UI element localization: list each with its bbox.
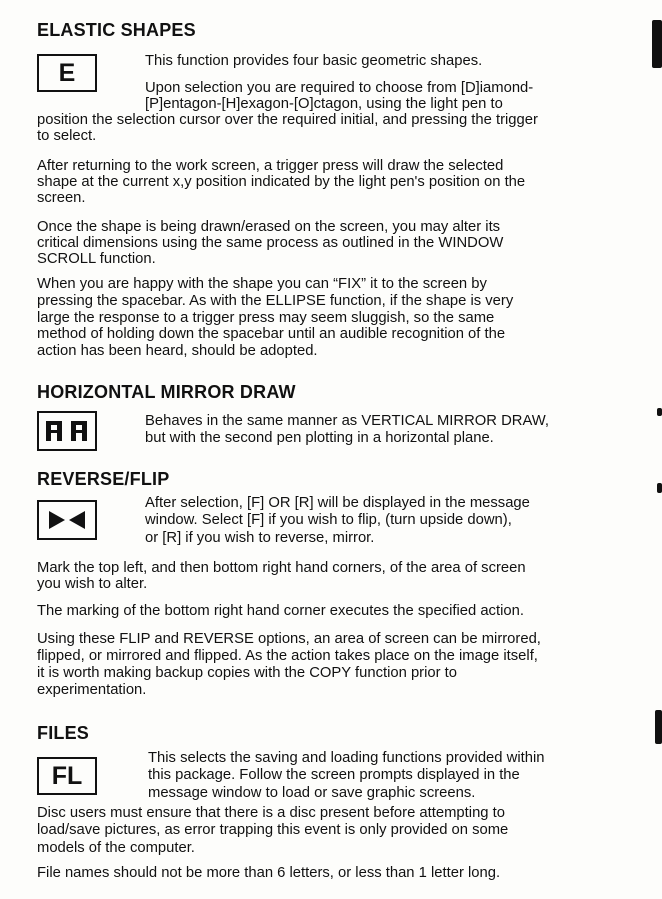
- horizontal-mirror-line-1: Behaves in the same manner as VERTICAL MIRROR DRAW,: [145, 413, 550, 429]
- elastic-line-10: pressing the spacebar. As with the ELLIPSE function, if the shape is very: [37, 293, 514, 309]
- reverse-flip-line-6: it is worth making backup copies with the COPY function prior to: [37, 665, 457, 681]
- elastic-line-9: When you are happy with the shape you can “FIX” it to the screen by: [37, 276, 487, 292]
- reverse-flip-icon: [37, 500, 97, 540]
- heading-horizontal-mirror-draw: HORIZONTAL MIRROR DRAW: [37, 382, 296, 402]
- scan-edge-mark: [657, 408, 662, 416]
- elastic-line-5: screen.: [37, 190, 86, 206]
- reverse-flip-line-2: you wish to alter.: [37, 576, 148, 592]
- files-icon-letters: FL: [51, 761, 83, 790]
- reverse-flip-line-1: Mark the top left, and then bottom right hand corners, of the area of screen: [37, 560, 526, 576]
- reverse-flip-line-4: Using these FLIP and REVERSE options, an area of screen can be mirrored,: [37, 631, 541, 647]
- reverse-flip-intro-line-1: After selection, [F] OR [R] will be displayed in the message: [145, 495, 530, 511]
- elastic-shapes-icon-letter: E: [58, 58, 76, 87]
- reverse-flip-intro-line-2: window. Select [F] if you wish to flip, (turn upside down),: [145, 512, 512, 528]
- elastic-line-6: Once the shape is being drawn/erased on the screen, you may alter its: [37, 219, 501, 235]
- scan-edge-mark: [657, 483, 662, 493]
- reverse-flip-line-5: flipped, or mirrored and flipped. As the action takes place on the image itself,: [37, 648, 538, 664]
- scan-edge-mark: [652, 20, 662, 68]
- heading-reverse-flip: REVERSE/FLIP: [37, 469, 170, 489]
- scan-edge-mark: [655, 710, 662, 744]
- elastic-line-7: critical dimensions using the same process as outlined in the WINDOW: [37, 235, 504, 251]
- reverse-flip-glyph: [46, 509, 88, 531]
- elastic-line-2: to select.: [37, 128, 97, 144]
- reverse-flip-intro-line-3: or [R] if you wish to reverse, mirror.: [145, 530, 375, 546]
- heading-elastic-shapes: ELASTIC SHAPES: [37, 20, 196, 40]
- elastic-line-4: shape at the current x,y position indicated by the light pen's position on the: [37, 174, 526, 190]
- elastic-line-12: method of holding down the spacebar until an audible recognition of the: [37, 326, 506, 342]
- elastic-intro-line-2: Upon selection you are required to choose from [D]iamond-: [145, 80, 534, 96]
- elastic-intro-line-1: This function provides four basic geometric shapes.: [145, 53, 483, 69]
- files-line-3: models of the computer.: [37, 840, 195, 856]
- elastic-line-8: SCROLL function.: [37, 251, 156, 267]
- horizontal-mirror-line-2: but with the second pen plotting in a horizontal plane.: [145, 430, 494, 446]
- files-intro-line-1: This selects the saving and loading functions provided within: [148, 750, 545, 766]
- files-line-2: load/save pictures, as error trapping this event is only provided on some: [37, 822, 509, 838]
- files-icon: [37, 757, 97, 795]
- horizontal-mirror-icon: [37, 411, 97, 451]
- heading-files: FILES: [37, 723, 90, 743]
- reverse-flip-line-3: The marking of the bottom right hand corner executes the specified action.: [37, 603, 524, 619]
- elastic-shapes-icon: [37, 54, 97, 92]
- elastic-line-11: large the response to a trigger press may seem sluggish, so the same: [37, 310, 495, 326]
- files-intro-line-3: message window to load or save graphic screens.: [148, 785, 476, 801]
- horizontal-mirror-glyph: [43, 419, 91, 443]
- files-line-4: File names should not be more than 6 letters, or less than 1 letter long.: [37, 865, 501, 881]
- elastic-line-13: action has been heard, should be adopted.: [37, 343, 318, 359]
- elastic-line-1: position the selection cursor over the required initial, and pressing the trigger: [37, 112, 538, 128]
- reverse-flip-line-7: experimentation.: [37, 682, 147, 698]
- files-line-1: Disc users must ensure that there is a disc present before attempting to: [37, 805, 505, 821]
- files-intro-line-2: this package. Follow the screen prompts displayed in the: [148, 767, 520, 783]
- elastic-intro-line-3: [P]entagon-[H]exagon-[O]ctagon, using the light pen to: [145, 96, 503, 112]
- elastic-line-3: After returning to the work screen, a trigger press will draw the selected: [37, 158, 504, 174]
